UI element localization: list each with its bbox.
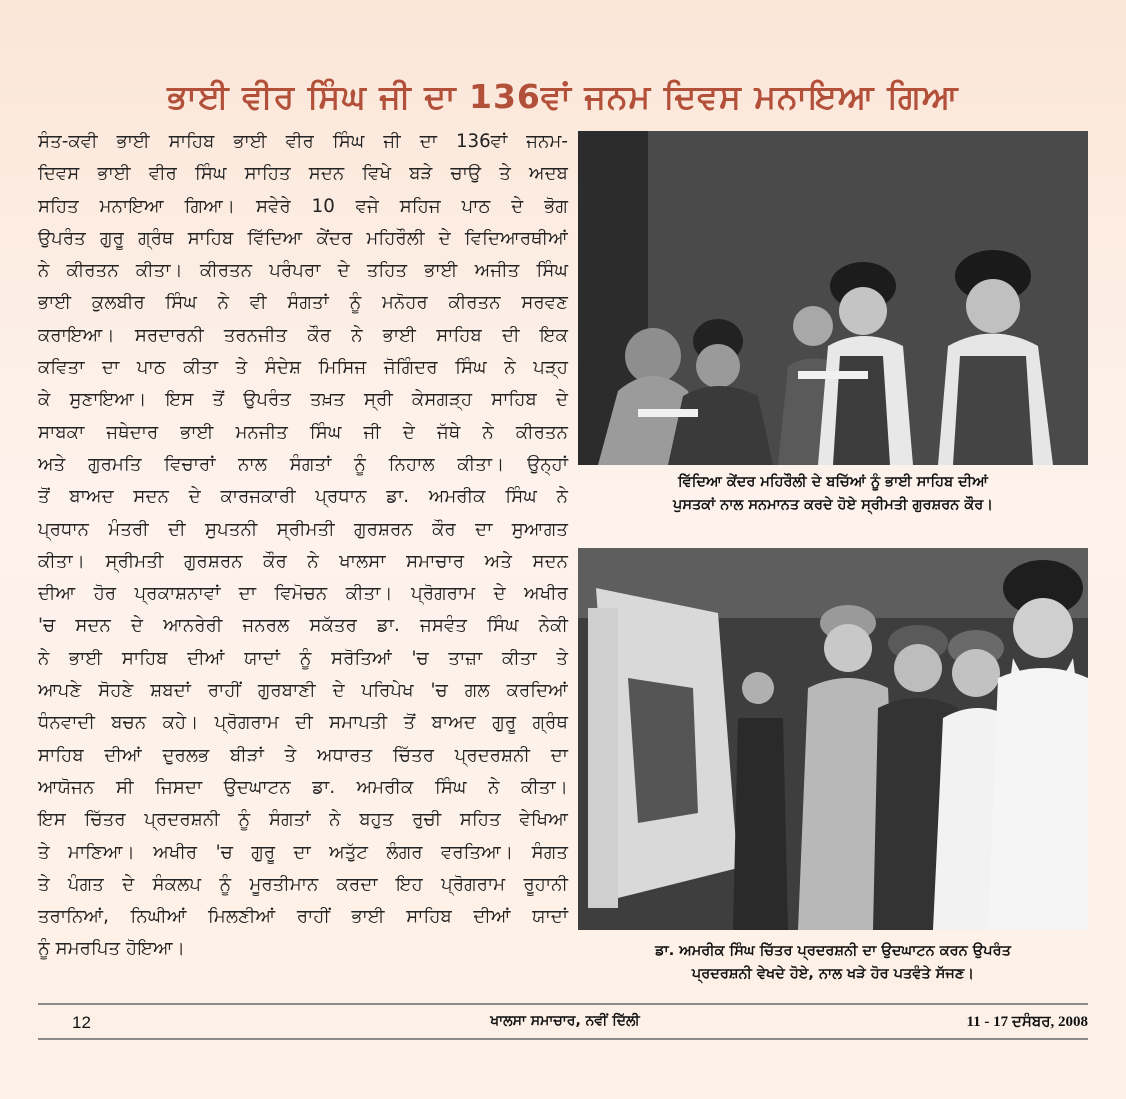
article-line: ਨੇ ਭਾਈ ਸਾਹਿਬ ਦੀਆਂ ਯਾਦਾਂ ਨੂੰ ਸਰੋਤਿਆਂ 'ਚ ਤਾਜ਼ਾ ਕੀਤਾ ਤੇ [38, 647, 568, 669]
photo-caption-1 [578, 471, 1088, 517]
article-line: 'ਚ ਸਦਨ ਦੇ ਆਨਰੇਰੀ ਜਨਰਲ ਸਕੱਤਰ ਡਾ. ਜਸਵੰਤ ਸਿੰਘ ਨੇਕੀ [38, 615, 568, 637]
photo-caption-1-line-1: ਵਿੱਦਿਆ ਕੇਂਦਰ ਮਹਿਰੌਲੀ ਦੇ ਬਚਿੱਆਂ ਨੂੰ ਭਾਈ ਸਾਹਿਬ ਦੀਆਂ [678, 474, 988, 490]
article-line: ਸਾਬਕਾ ਜਥੇਦਾਰ ਭਾਈ ਮਨਜੀਤ ਸਿੰਘ ਜੀ ਦੇ ਜੱਥੇ ਨੇ ਕੀਰਤਨ [38, 421, 568, 443]
photo-students-honored-image [578, 131, 1088, 465]
article-line: ਕਰਾਇਆ। ਸਰਦਾਰਨੀ ਤਰਨਜੀਤ ਕੌਰ ਨੇ ਭਾਈ ਸਾਹਿਬ ਦੀ ਇਕ [38, 324, 568, 346]
article-line: ਭਾਈ ਕੁਲਬੀਰ ਸਿੰਘ ਨੇ ਵੀ ਸੰਗਤਾਂ ਨੂੰ ਮਨੋਹਰ ਕੀਰਤਨ ਸਰਵਣ [38, 292, 568, 314]
photo-caption-1-line-2: ਪੁਸਤਕਾਂ ਨਾਲ ਸਨਮਾਨਤ ਕਰਦੇ ਹੋਏ ਸ੍ਰੀਮਤੀ ਗੁਰਸ਼ਰਨ ਕੌਰ। [672, 497, 994, 513]
footer-rule-bottom [38, 1038, 1088, 1040]
article-line: ਨੂੰ ਸਮਰਪਿਤ ਹੋਇਆ। [38, 938, 185, 960]
article-line: ਸੰਤ-ਕਵੀ ਭਾਈ ਸਾਹਿਬ ਭਾਈ ਵੀਰ ਸਿੰਘ ਜੀ ਦਾ 136ਵਾਂ ਜਨਮ- [38, 131, 568, 152]
photo-caption-2 [578, 940, 1088, 986]
article-line: ਦਿਵਸ ਭਾਈ ਵੀਰ ਸਿੰਘ ਸਾਹਿਤ ਸਦਨ ਵਿਖੇ ਬੜੇ ਚਾਉ ਤੇ ਅਦਬ [38, 163, 568, 185]
article-line: ਸਹਿਤ ਮਨਾਇਆ ਗਿਆ। ਸਵੇਰੇ 10 ਵਜੇ ਸਹਿਜ ਪਾਠ ਦੇ ਭੋਗ [38, 195, 568, 217]
article-line: ਤੇ ਪੰਗਤ ਦੇ ਸੰਕਲਪ ਨੂੰ ਮੂਰਤੀਮਾਨ ਕਰਦਾ ਇਹ ਪ੍ਰੋਗਰਾਮ ਰੂਹਾਨੀ [38, 873, 568, 895]
article-line: ਤੇ ਮਾਣਿਆ। ਅਖੀਰ 'ਚ ਗੁਰੂ ਦਾ ਅਤੁੱਟ ਲੰਗਰ ਵਰਤਿਆ। ਸੰਗਤ [38, 841, 568, 863]
article-body [38, 126, 568, 966]
article-line: ਆਪਣੇ ਸੋਹਣੇ ਸ਼ਬਦਾਂ ਰਾਹੀਂ ਗੁਰਬਾਣੀ ਦੇ ਪਰਿਪੇਖ 'ਚ ਗਲ ਕਰਦਿਆਂ [38, 680, 568, 702]
article-line: ਕੇ ਸੁਣਾਇਆ। ਇਸ ਤੋਂ ਉਪਰੰਤ ਤਖ਼ਤ ਸ੍ਰੀ ਕੇਸਗੜ੍ਹ ਸਾਹਿਬ ਦੇ [38, 389, 568, 411]
photo-caption-2-line-2: ਪ੍ਰਦਰਸ਼ਨੀ ਵੇਖਦੇ ਹੋਏ, ਨਾਲ ਖੜੇ ਹੋਰ ਪਤਵੰਤੇ ਸੱਜਣ। [691, 966, 975, 982]
article-line: ਕਵਿਤਾ ਦਾ ਪਾਠ ਕੀਤਾ ਤੇ ਸੰਦੇਸ਼ ਮਿਸਿਜ ਜੋਗਿੰਦਰ ਸਿੰਘ ਨੇ ਪੜ੍ਹ [38, 357, 568, 379]
page-number: 12 [72, 1013, 91, 1032]
article-line: ਤੋਂ ਬਾਅਦ ਸਦਨ ਦੇ ਕਾਰਜਕਾਰੀ ਪ੍ਰਧਾਨ ਡਾ. ਅਮਰੀਕ ਸਿੰਘ ਨੇ [38, 486, 568, 508]
article-line: ਧੰਨਵਾਦੀ ਬਚਨ ਕਹੇ। ਪ੍ਰੋਗਰਾਮ ਦੀ ਸਮਾਪਤੀ ਤੋਂ ਬਾਅਦ ਗੁਰੂ ਗ੍ਰੰਥ [38, 712, 568, 734]
photo-exhibition-inauguration-image [578, 548, 1088, 930]
article-line: ਸਾਹਿਬ ਦੀਆਂ ਦੁਰਲਭ ਬੀੜਾਂ ਤੇ ਅਧਾਰਤ ਚਿੱਤਰ ਪ੍ਰਦਰਸ਼ਨੀ ਦਾ [38, 744, 568, 766]
photo-caption-2-line-1: ਡਾ. ਅਮਰੀਕ ਸਿੰਘ ਚਿੱਤਰ ਪ੍ਰਦਰਸ਼ਨੀ ਦਾ ਉਦਘਾਟਨ ਕਰਨ ਉਪਰੰਤ [655, 943, 1011, 959]
photo-students-honored [578, 131, 1088, 465]
footer-rule-top [38, 1003, 1088, 1005]
article-line: ਨੇ ਕੀਰਤਨ ਕੀਤਾ। ਕੀਰਤਨ ਪਰੰਪਰਾ ਦੇ ਤਹਿਤ ਭਾਈ ਅਜੀਤ ਸਿੰਘ [38, 260, 568, 282]
headline: ਭਾਈ ਵੀਰ ਸਿੰਘ ਜੀ ਦਾ 136ਵਾਂ ਜਨਮ ਦਿਵਸ ਮਨਾਇਆ ਗਿਆ [167, 77, 959, 117]
article-line: ਉਪਰੰਤ ਗੁਰੂ ਗ੍ਰੰਥ ਸਾਹਿਬ ਵਿੱਦਿਆ ਕੇਂਦਰ ਮਹਿਰੌਲੀ ਦੇ ਵਿਦਿਆਰਥੀਆਂ [38, 227, 568, 249]
issue-date: 11 - 17 ਦਸੰਬਰ, 2008 [966, 1014, 1088, 1030]
article-line: ਦੀਆ ਹੋਰ ਪ੍ਰਕਾਸ਼ਨਾਵਾਂ ਦਾ ਵਿਮੋਚਨ ਕੀਤਾ। ਪ੍ਰੋਗਰਾਮ ਦੇ ਅਖੀਰ [38, 583, 568, 605]
article-line: ਅਤੇ ਗੁਰਮਤਿ ਵਿਚਾਰਾਂ ਨਾਲ ਸੰਗਤਾਂ ਨੂੰ ਨਿਹਾਲ ਕੀਤਾ। ਉਨ੍ਹਾਂ [38, 453, 568, 475]
article-line: ਆਯੋਜਨ ਸੀ ਜਿਸਦਾ ਉਦਘਾਟਨ ਡਾ. ਅਮਰੀਕ ਸਿੰਘ ਨੇ ਕੀਤਾ। [38, 776, 568, 798]
article-line: ਪ੍ਰਧਾਨ ਮੰਤਰੀ ਦੀ ਸੁਪਤਨੀ ਸ੍ਰੀਮਤੀ ਗੁਰਸ਼ਰਨ ਕੌਰ ਦਾ ਸੁਆਗਤ [38, 518, 568, 540]
publication-name: ਖਾਲਸਾ ਸਮਾਚਾਰ, ਨਵੀਂ ਦਿੱਲੀ [490, 1013, 640, 1029]
article-line: ਤਰਾਨਿਆਂ, ਨਿਘੀਆਂ ਮਿਲਣੀਆਂ ਰਾਹੀਂ ਭਾਈ ਸਾਹਿਬ ਦੀਆਂ ਯਾਦਾਂ [38, 906, 568, 928]
article-line: ਕੀਤਾ। ਸ੍ਰੀਮਤੀ ਗੁਰਸ਼ਰਨ ਕੌਰ ਨੇ ਖਾਲਸਾ ਸਮਾਚਾਰ ਅਤੇ ਸਦਨ [38, 550, 568, 572]
photo-exhibition-inauguration [578, 548, 1088, 930]
article-line: ਇਸ ਚਿੱਤਰ ਪ੍ਰਦਰਸ਼ਨੀ ਨੂੰ ਸੰਗਤਾਂ ਨੇ ਬਹੁਤ ਰੁਚੀ ਸਹਿਤ ਵੇਖਿਆ [38, 809, 568, 831]
